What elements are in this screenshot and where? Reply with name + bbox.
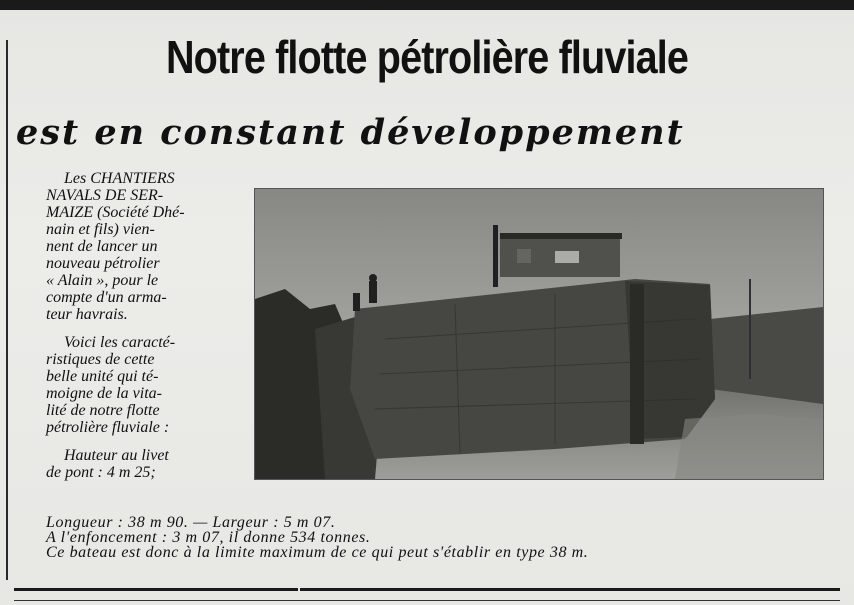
para-line: Hauteur au livet [64,447,169,464]
top-rule [0,0,854,10]
bottom-rule-right [300,588,840,591]
para-line: de pont : 4 m 25; [46,464,156,481]
intro-line: compte d'un arma- [46,289,167,306]
para-line: lité de notre flotte [46,402,160,419]
para-line: Voici les caracté- [64,334,176,351]
characteristics-paragraph [46,334,246,436]
intro-line: nent de lancer un [46,238,158,255]
para-line: belle unité qui té- [46,368,159,385]
height-paragraph [46,447,246,481]
subheadline: est en constant développement [16,112,685,153]
article-column [46,170,246,492]
bottom-specs [46,515,846,560]
intro-paragraph [46,170,246,323]
bottom-rule-left [14,588,298,591]
para-line: pétrolière fluviale : [46,419,170,436]
left-column-rule [6,40,8,580]
spec-line: Ce bateau est donc à la limite maximum de ce qui peut s'établir en type 38 m. [46,544,589,561]
intro-line: MAIZE (Société Dhé- [46,204,185,221]
intro-line: teur havrais. [46,306,128,323]
spec-line: Longueur : 38 m 90. — Largeur : 5 m 07. [46,514,336,531]
intro-line: nain et fils) vien- [46,221,155,238]
intro-line: nouveau pétrolier [46,255,160,272]
para-line: moigne de la vita- [46,385,162,402]
spec-line: A l'enfoncement : 3 m 07, il donne 534 tonnes. [46,529,371,546]
intro-line: « Alain », pour le [46,272,159,289]
intro-line: Les CHANTIERS [64,170,175,187]
headline: Notre flotte pétrolière fluviale [165,31,689,83]
barge-photo-image [255,189,823,479]
para-line: ristiques de cette [46,351,155,368]
intro-line: NAVALS DE SER- [46,187,164,204]
barge-photo [254,188,824,480]
bottom-rule-thin [14,600,840,601]
